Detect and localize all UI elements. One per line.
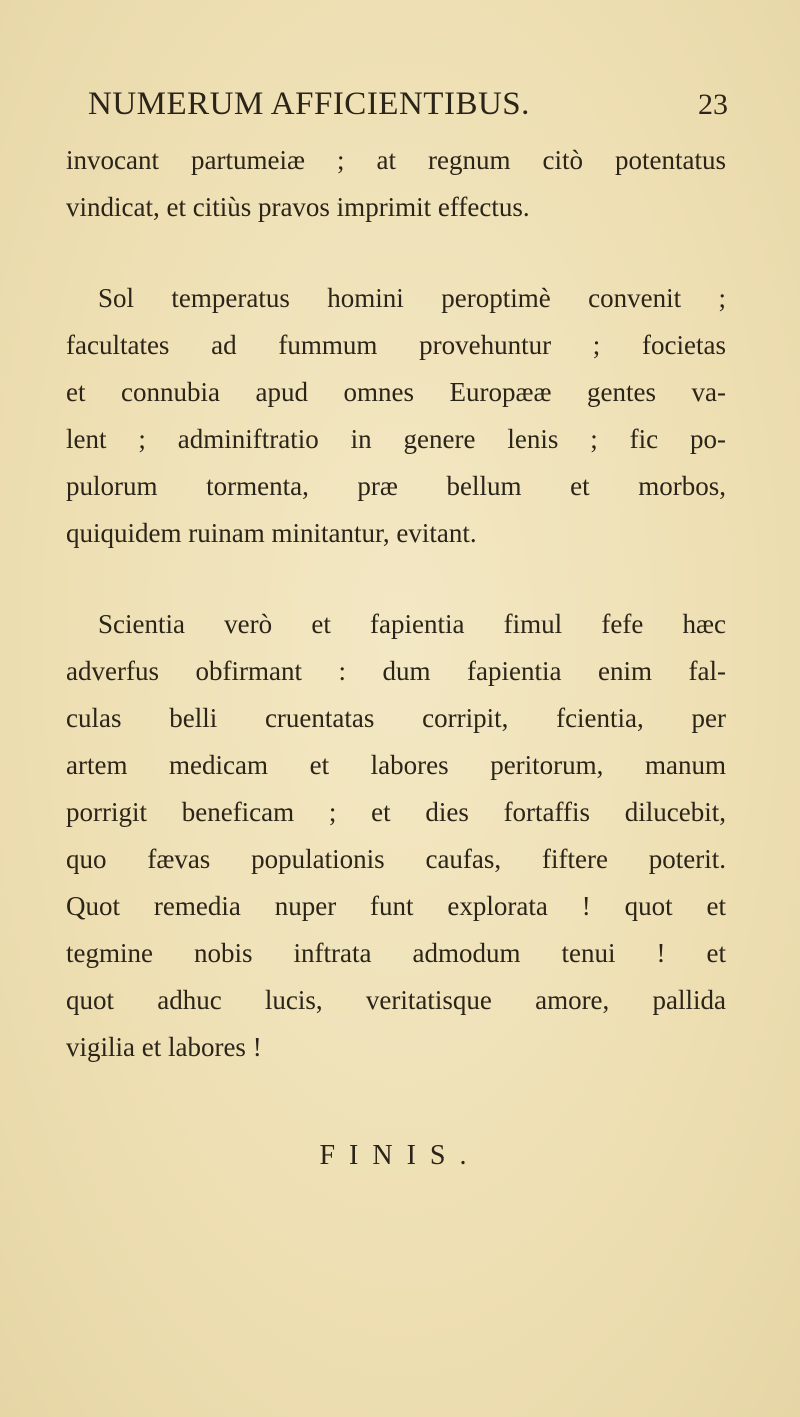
page-number: 23 [698, 88, 728, 121]
text-line: tegmine nobis inftrata admodum tenui ! et [66, 938, 726, 968]
text-line: quiquidem ruinam minitantur, evitant. [66, 518, 477, 548]
text-line: Sol temperatus homini peroptimè convenit ; [98, 283, 726, 313]
text-line: et connubia apud omnes Europææ gentes va- [66, 377, 726, 407]
running-header [88, 86, 728, 132]
text-line: lent ; adminiftratio in genere lenis ; fic po- [66, 424, 726, 454]
text-line: quo fævas populationis caufas, fiftere poterit. [66, 844, 726, 874]
text-line: quot adhuc lucis, veritatisque amore, pallida [66, 985, 726, 1015]
text-line: vindicat, et citiùs pravos imprimit effectus. [66, 192, 530, 222]
text-line: pulorum tormenta, præ bellum et morbos, [66, 471, 726, 501]
text-line: adverfus obfirmant : dum fapientia enim fal- [66, 656, 726, 686]
text-line: Quot remedia nuper funt explorata ! quot et [66, 891, 726, 921]
text-line: facultates ad fummum provehuntur ; focietas [66, 330, 726, 360]
text-line: Scientia verò et fapientia fimul fefe hæc [98, 609, 726, 639]
text-line: vigilia et labores ! [66, 1032, 262, 1062]
finis-colophon: FINIS. [319, 1140, 481, 1171]
running-title: NUMERUM AFFICIENTIBUS. [88, 86, 530, 122]
text-line: culas belli cruentatas corripit, fcientia, per [66, 703, 726, 733]
text-line: invocant partumeiæ ; at regnum citò potentatus [66, 145, 726, 175]
text-line: artem medicam et labores peritorum, manum [66, 750, 726, 780]
text-line: porrigit beneficam ; et dies fortaffis dilucebit, [66, 797, 726, 827]
